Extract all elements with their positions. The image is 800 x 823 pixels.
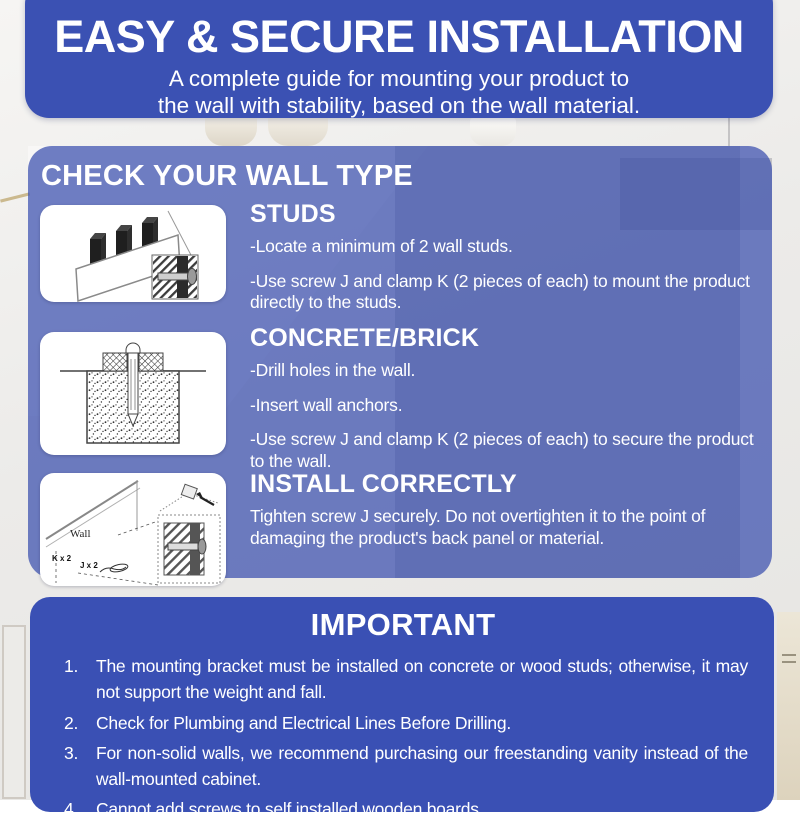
bracket-right: [139, 353, 163, 371]
wall-label: Wall: [70, 528, 91, 540]
section-studs: [250, 200, 762, 327]
section-install-bullet: Tighten screw J securely. Do not overtighten it to the point of damaging the product's back panel or material.: [250, 506, 706, 548]
background-towel-bar: [0, 192, 30, 202]
section-studs-bullet: -Locate a minimum of 2 wall studs.: [250, 236, 513, 256]
stud-zoom-inset: [152, 255, 198, 299]
install-correctly-icon: [40, 473, 226, 586]
background-cabinet-door: [2, 625, 26, 799]
background-divider-line: [728, 116, 730, 146]
important-heading: IMPORTANT: [310, 607, 496, 642]
page-subtitle: A complete guide for mounting your product to the wall with stability, based on the wall material.: [157, 66, 641, 118]
studs-diagram-box: [40, 205, 226, 302]
important-item: The mounting bracket must be installed on concrete or wood studs; otherwise, it may not support the weight and fall.: [96, 656, 748, 703]
install-diagram-box: [40, 473, 226, 586]
section-install: [250, 470, 762, 562]
important-panel: [30, 597, 774, 820]
anchor-head: [126, 343, 140, 353]
concrete-diagram-box: [40, 332, 226, 455]
screw-j-label: J x 2: [80, 561, 98, 570]
section-studs-title: STUDS: [250, 200, 336, 228]
section-concrete: [250, 324, 762, 485]
background-cup: [470, 118, 516, 146]
important-list: [54, 653, 752, 823]
section-concrete-bullet: -Insert wall anchors.: [250, 394, 403, 415]
page-title: EASY & SECURE INSTALLATION: [54, 11, 744, 62]
wall-type-panel: [28, 146, 772, 578]
important-item: For non-solid walls, we recommend purchasing our freestanding vanity instead of the wall-mounted cabinet.: [96, 742, 748, 789]
important-item: Cannot add screws to self installed wooden boards: [96, 799, 479, 820]
corner-screw-detail: [160, 484, 218, 511]
important-item: Check for Plumbing and Electrical Lines Before Drilling.: [96, 712, 511, 733]
wall-type-heading: CHECK YOUR WALL TYPE: [41, 160, 413, 192]
header-banner: [25, 0, 773, 118]
section-concrete-title: CONCRETE/BRICK: [250, 324, 480, 352]
bracket-left: [103, 353, 127, 371]
section-concrete-bullet: -Drill holes in the wall.: [250, 360, 416, 380]
screw-zoom-inset: [158, 515, 220, 583]
background-cup: [205, 116, 257, 146]
anchor-body: [128, 353, 138, 414]
section-install-title: INSTALL CORRECTLY: [250, 470, 517, 498]
section-studs-bullet: -Use screw J and clamp K (2 pieces of each) to mount the product directly to the studs.: [250, 270, 750, 313]
background-candle: [777, 612, 800, 800]
section-concrete-bullet: -Use screw J and clamp K (2 pieces of each) to secure the product to the wall.: [250, 429, 754, 471]
clamp-k-label: K x 2: [52, 554, 72, 563]
concrete-anchor-icon: [40, 332, 226, 455]
studs-diagram-icon: [40, 205, 226, 302]
